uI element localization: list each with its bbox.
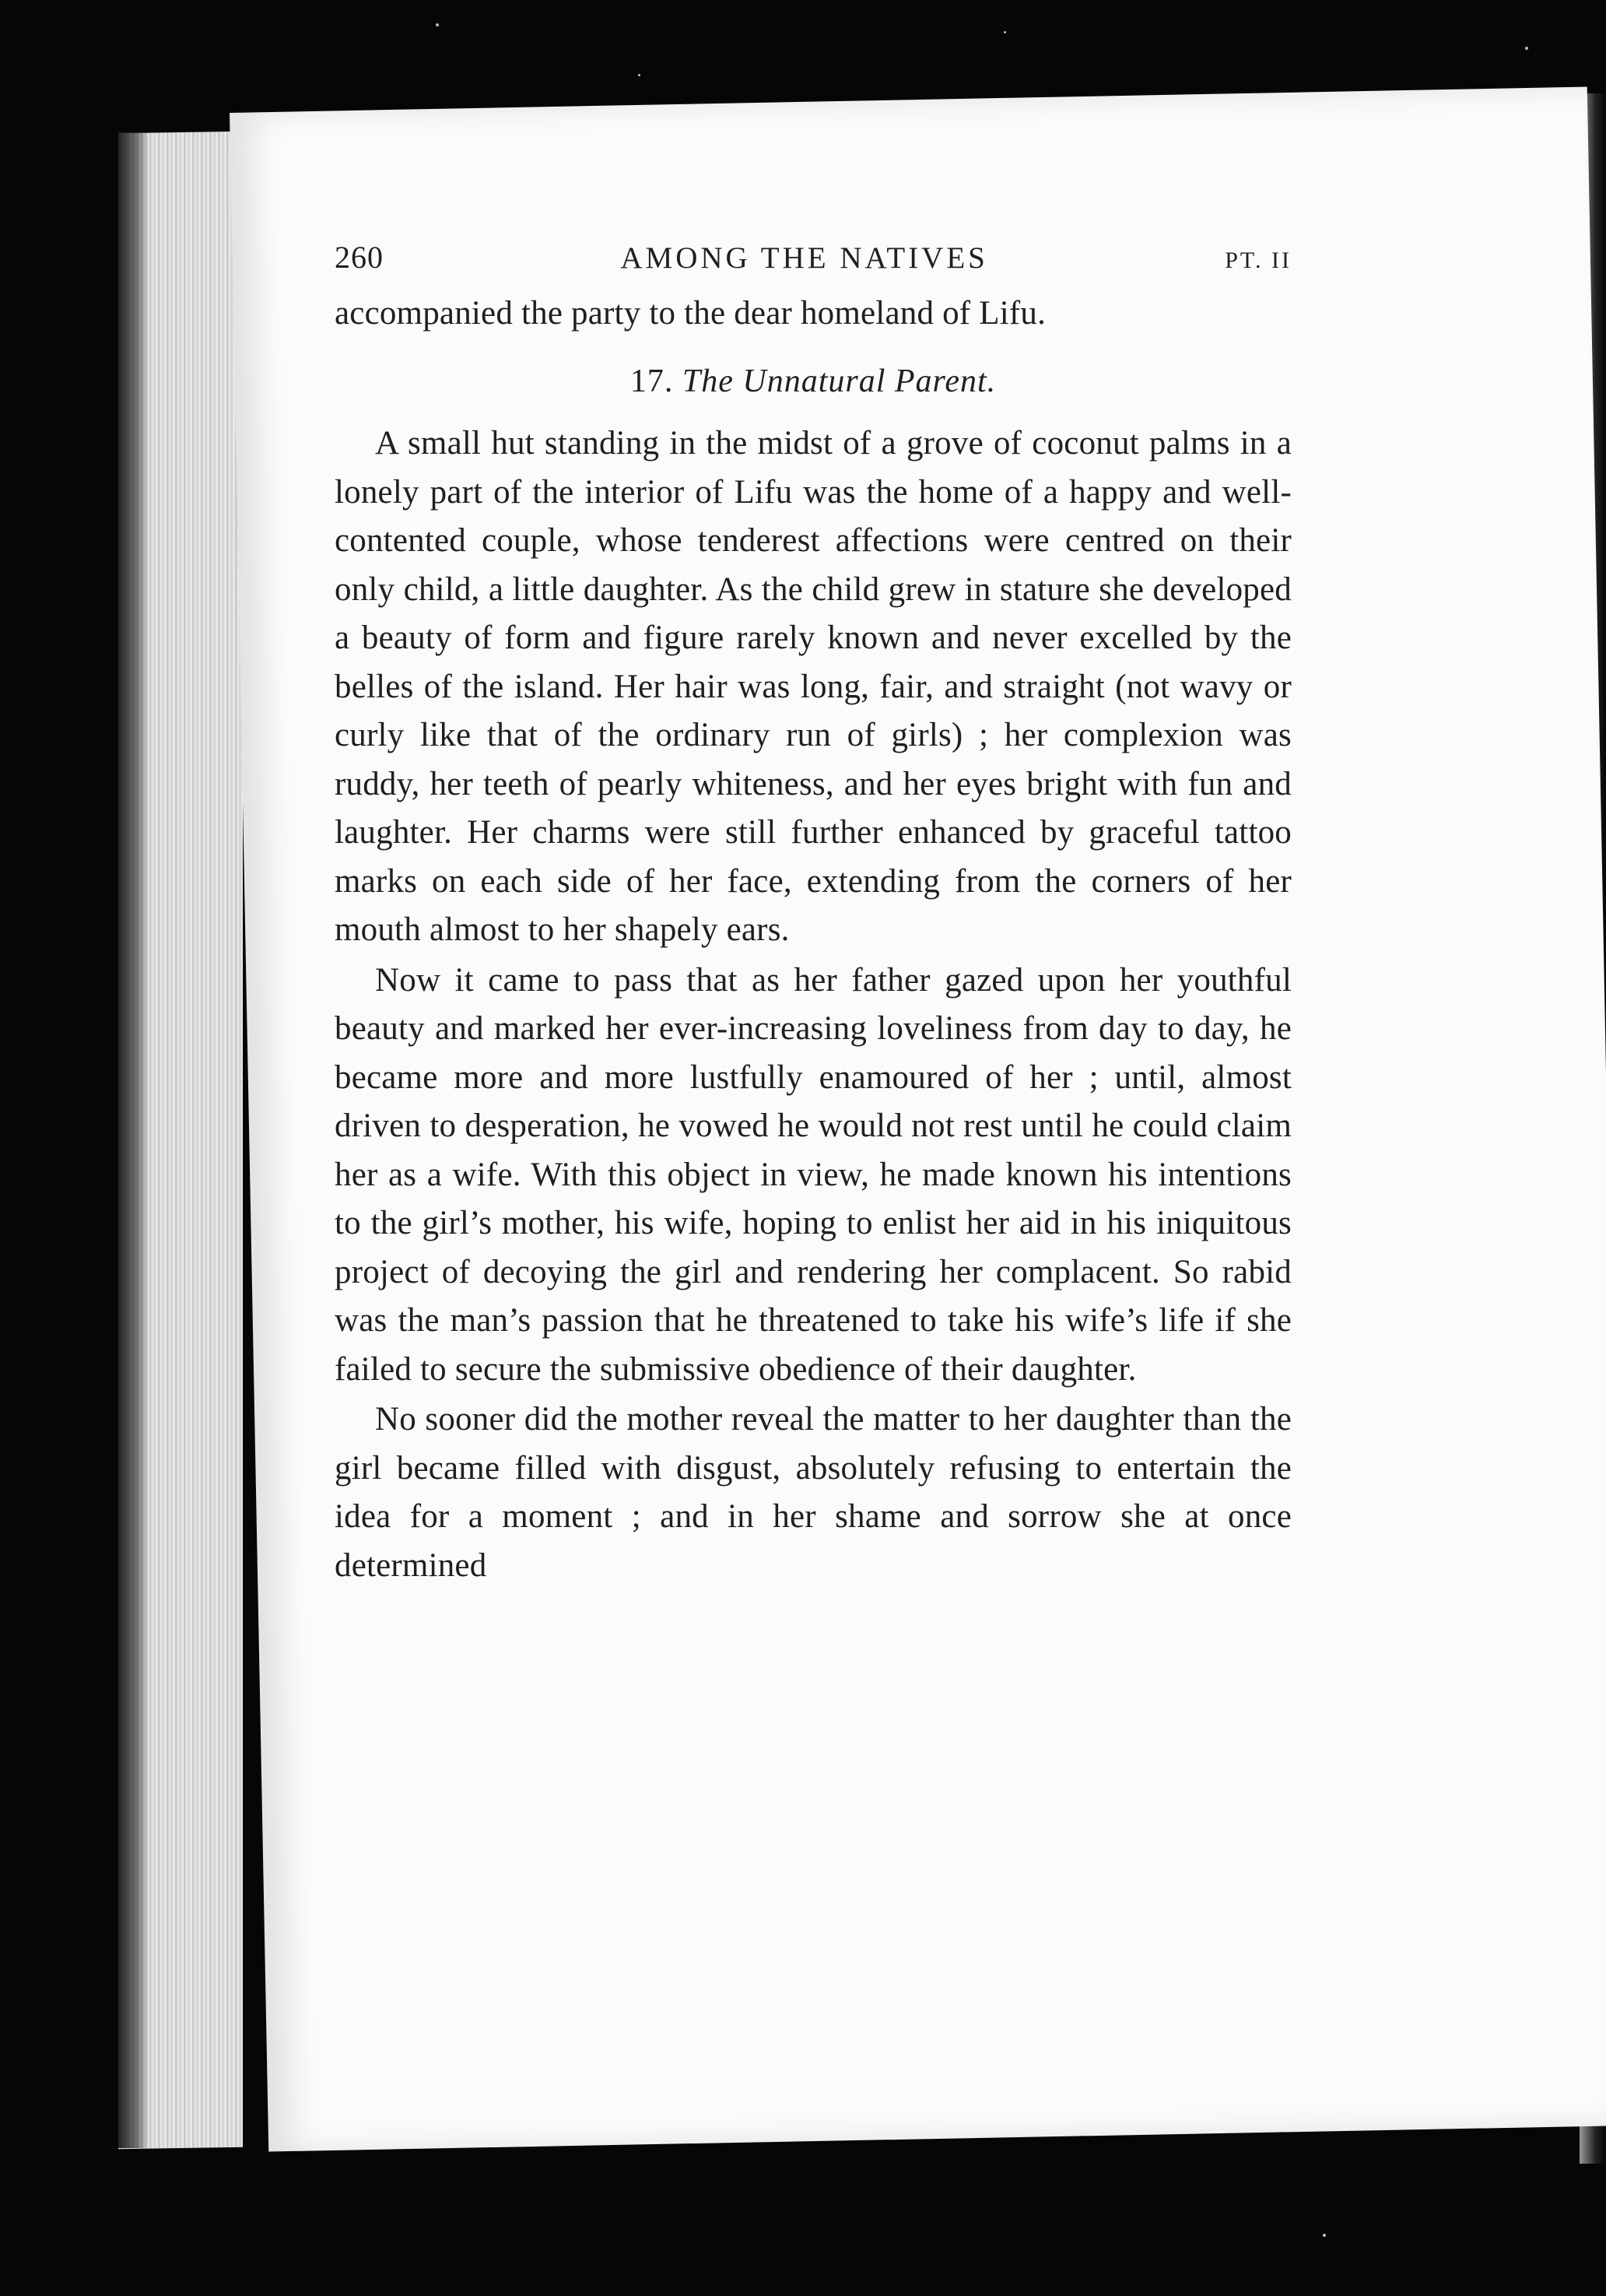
body-paragraph: No sooner did the mother reveal the matter to her daughter than the girl became filled with disgust, absolutely refusing to entertain the idea for a moment ; and in her shame and sorrow she at once determined <box>335 1401 1292 1584</box>
dust-speck <box>436 23 439 26</box>
section-number: 17. <box>629 363 674 399</box>
dust-speck <box>1323 2234 1326 2237</box>
running-header <box>335 233 1292 282</box>
page-text-block <box>335 233 1292 1590</box>
continuation-paragraph: accompanied the party to the dear homeland of Lifu. <box>335 295 1047 332</box>
section-heading <box>335 357 1292 406</box>
part-label: PT. II <box>1225 248 1292 273</box>
running-head-title: AMONG THE NATIVES <box>620 241 988 275</box>
book-spine-shadow <box>118 132 149 2148</box>
dust-speck <box>1004 31 1006 33</box>
dust-speck <box>638 74 640 76</box>
page-number: 260 <box>335 240 384 275</box>
section-title: The Unnatural Parent. <box>682 363 997 399</box>
body-paragraph: A small hut standing in the midst of a grove of coconut palms in a lonely part of the interior of Lifu was the home of a happy and well-contented couple, whose tenderest affections were centred on their only child, a little daughter. As the child grew in stature she developed a beauty of form and figure rarely known and never excelled by the belles of the island. Her hair was long, fair, and straight (not wavy or curly like that of the ordinary run of girls) ; her complexion was ruddy, her teeth of pearly whiteness, and her eyes bright with fun and laughter. Her charms were still further enhanced by graceful tattoo marks on each side of her face, extending from the corners of her mouth almost to her shapely ears. <box>335 425 1292 948</box>
body-paragraph: Now it came to pass that as her father gazed upon her youthful beauty and marked her ever-increasing loveliness from day to day, he became more and more lustfully enamoured of her ; until, almost driven to desperation, he vowed he would not rest until he could claim her as a wife. With this object in view, he made known his intentions to the girl’s mother, his wife, hoping to enlist her aid in his iniquitous project of decoying the girl and rendering her complacent. So rabid was the man’s passion that he threatened to take his wife’s life if she failed to secure the submissive obedience of their daughter. <box>335 961 1292 1388</box>
dust-speck <box>1525 47 1528 50</box>
